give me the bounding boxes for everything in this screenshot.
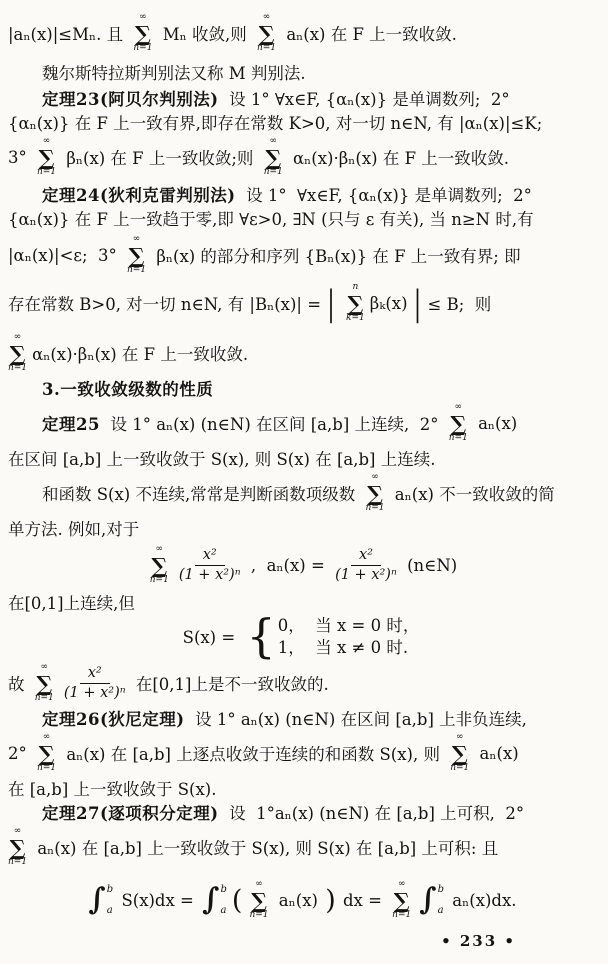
math-line-19 xyxy=(8,660,594,706)
sum-lower-limit: n=1 xyxy=(249,909,269,920)
text-run: βₙ(x) 的部分和序列 {Bₙ(x)} 在 F 上一致有界; 即 xyxy=(151,247,521,266)
sum-upper-limit: ∞ xyxy=(132,233,141,244)
theorem-27-heading: 定理27(逐项积分定理) xyxy=(42,804,219,823)
sum-symbol xyxy=(8,333,27,374)
sum-symbol xyxy=(365,473,384,514)
sum-symbol xyxy=(37,137,56,178)
math-line-5 xyxy=(8,134,594,180)
theorem-23-line xyxy=(8,86,594,110)
sum-upper-limit: ∞ xyxy=(454,401,463,412)
text-run: 和函数 S(x) 不连续,常常是判断函数项级数 xyxy=(42,485,361,504)
math-line-8 xyxy=(8,232,594,278)
text-line-15 xyxy=(8,516,594,540)
text-run: 故 xyxy=(8,675,30,694)
theorem-25-line xyxy=(8,400,594,446)
text-run: (n∈N) xyxy=(401,555,458,575)
text-line-17 xyxy=(8,590,594,614)
math-line-14 xyxy=(8,470,594,516)
integral-lower: a xyxy=(106,905,113,916)
sum-symbol xyxy=(449,403,468,444)
sigma-glyph: ∑ xyxy=(151,552,168,578)
sum-symbol xyxy=(264,137,283,178)
sum-symbol xyxy=(249,880,268,921)
math-line-13 xyxy=(8,446,594,470)
text-run: 存在常数 B>0, 对一切 n∈N, 有 |Bₙ(x)| = xyxy=(8,295,322,314)
sum-upper-limit: ∞ xyxy=(40,661,49,672)
sigma-glyph: ∑ xyxy=(128,242,145,268)
fraction xyxy=(64,665,126,701)
integral-glyph: ∫ xyxy=(202,882,220,917)
text-run: βₙ(x) 在 F 上一致收敛;则 xyxy=(61,149,259,168)
sum-lower-limit: n=1 xyxy=(149,574,169,585)
integral-symbol xyxy=(88,884,113,916)
integral-symbol xyxy=(419,884,444,916)
page-number: • 233 • xyxy=(441,932,516,950)
text-run: {αₙ(x)} 在 F 上一致趋于零,即 ∀ε>0, ∃N (只与 ε 有关), 当 n≥N 时,有 xyxy=(8,210,534,229)
sum-lower-limit: n=1 xyxy=(37,762,57,773)
sum-upper-limit: ∞ xyxy=(139,11,147,22)
text-run: aₙ(x) 在 [a,b] 上一致收敛于 S(x), 则 S(x) 在 [a,b] 上可积: 且 xyxy=(32,839,499,858)
sum-lower-limit: n=1 xyxy=(37,166,57,177)
sum-lower-limit: k=1 xyxy=(346,312,365,323)
sigma-glyph: ∑ xyxy=(258,20,275,46)
math-line-24 xyxy=(8,824,594,870)
fraction xyxy=(335,547,397,583)
theorem-25-heading: 定理25 xyxy=(42,415,100,434)
sum-lower-limit: n=1 xyxy=(448,432,468,443)
fraction-denominator: (1 + x²)ⁿ xyxy=(63,684,126,701)
text-run: 在区间 [a,b] 上一致收敛于 S(x), 则 S(x) 在 [a,b] 上连续. xyxy=(8,450,436,469)
text-run: 设 1° aₙ(x) (n∈N) 在区间 [a,b] 上连续, 2° xyxy=(99,415,444,434)
big-paren-right: ) xyxy=(325,884,336,916)
display-formula-series xyxy=(8,540,594,590)
sum-upper-limit: ∞ xyxy=(155,543,164,554)
sum-upper-limit: ∞ xyxy=(262,11,271,22)
sum-lower-limit: n=1 xyxy=(256,42,277,53)
sum-upper-limit: ∞ xyxy=(455,731,464,742)
integral-limits xyxy=(221,884,227,916)
text-run: 设 1° aₙ(x) (n∈N) 在区间 [a,b] 上非负连续, xyxy=(184,710,527,729)
text-run: aₙ(x) 在 [a,b] 上逐点收敛于连续的和函数 S(x), 则 xyxy=(61,745,446,764)
text-run: 2° xyxy=(8,743,32,763)
sum-symbol xyxy=(150,545,169,586)
sum-upper-limit: ∞ xyxy=(13,825,22,836)
text-run: aₙ(x) xyxy=(472,413,518,433)
theorem-23-heading: 定理23(阿贝尔判别法) xyxy=(42,90,219,109)
sum-upper-limit: ∞ xyxy=(42,135,51,146)
sum-upper-limit: ∞ xyxy=(269,135,277,146)
sigma-glyph: ∑ xyxy=(367,480,383,506)
theorem-26-heading: 定理26(狄尼定理) xyxy=(42,710,185,729)
text-run: aₙ(x) 不一致收敛的简 xyxy=(389,485,555,504)
math-line-1 xyxy=(8,10,594,56)
integral-upper: b xyxy=(437,884,445,895)
sum-symbol xyxy=(127,235,146,276)
sum-lower-limit: n=1 xyxy=(127,264,147,275)
text-run: αₙ(x)·βₙ(x) 在 F 上一致收敛. xyxy=(287,149,510,168)
math-line-21 xyxy=(8,730,594,776)
integral-upper: b xyxy=(106,884,114,895)
sigma-glyph: ∑ xyxy=(450,410,467,436)
theorem-27-line xyxy=(8,800,594,824)
text-run: dx = xyxy=(337,890,388,910)
sum-lower-limit: n=1 xyxy=(365,502,385,513)
text-line-22 xyxy=(8,776,594,800)
sum-lower-limit: n=1 xyxy=(133,42,153,53)
sum-lower-limit: n=1 xyxy=(263,166,283,177)
text-run: 3° xyxy=(8,147,32,167)
text-run: S(x) = xyxy=(182,627,241,647)
math-line-4 xyxy=(8,110,594,134)
integral-symbol xyxy=(202,884,227,916)
text-run: 设 1°aₙ(x) (n∈N) 在 [a,b] 上可积, 2° xyxy=(218,804,525,823)
sum-symbol xyxy=(346,283,365,324)
sum-upper-limit: ∞ xyxy=(371,471,379,482)
text-run: aₙ(x) 在 F 上一致收敛. xyxy=(281,25,457,44)
text-run: βₖ(x) xyxy=(369,293,408,313)
sum-upper-limit: ∞ xyxy=(397,878,406,889)
fraction-denominator: (1 + x²)ⁿ xyxy=(335,566,397,583)
text-run: 在[0,1]上是不一致收敛的. xyxy=(130,675,329,694)
sum-symbol xyxy=(37,733,56,774)
text-run: , aₙ(x) = xyxy=(245,555,331,575)
text-run: aₙ(x)dx. xyxy=(447,890,517,910)
fraction-numerator: x² xyxy=(351,547,381,566)
text-run: |αₙ(x)|<ε; 3° xyxy=(8,245,122,265)
sum-upper-limit: n xyxy=(352,281,359,292)
big-bar-left: | xyxy=(328,283,335,323)
sum-symbol xyxy=(450,733,469,774)
sum-upper-limit: ∞ xyxy=(42,731,51,742)
sigma-glyph: ∑ xyxy=(135,20,151,46)
theorem-24-heading: 定理24(狄利克雷判别法) xyxy=(42,186,236,205)
integral-glyph: ∫ xyxy=(88,882,106,917)
integral-lower: a xyxy=(220,905,227,916)
sum-lower-limit: n=1 xyxy=(34,692,54,703)
text-run: ≤ B; 则 xyxy=(427,295,492,314)
big-paren-left: ( xyxy=(231,884,243,916)
fraction-numerator: x² xyxy=(80,665,110,684)
text-run: S(x)dx = xyxy=(116,890,200,910)
sum-symbol xyxy=(133,13,152,54)
text-run: aₙ(x) xyxy=(273,890,324,910)
text-run: |aₙ(x)|≤Mₙ. 且 xyxy=(8,25,129,44)
sigma-glyph: ∑ xyxy=(251,887,267,913)
math-line-10 xyxy=(8,330,594,376)
text-run: αₙ(x)·βₙ(x) 在 F 上一致收敛. xyxy=(32,345,249,364)
text-run: 单方法. 例如,对于 xyxy=(8,520,140,539)
math-line-7 xyxy=(8,206,594,230)
sum-upper-limit: ∞ xyxy=(13,331,22,342)
text-run: {αₙ(x)} 在 F 上一致有界,即存在常数 K>0, 对一切 n∈N, 有 |αₙ(x)|≤K; xyxy=(8,114,543,133)
fraction-numerator: x² xyxy=(195,547,225,566)
display-formula-integral xyxy=(8,874,594,926)
section-heading-text: 3.一致收敛级数的性质 xyxy=(42,380,214,399)
sum-symbol xyxy=(392,880,411,921)
theorem-24-line xyxy=(8,182,594,206)
text-line-2 xyxy=(8,60,594,84)
integral-limits xyxy=(107,884,113,916)
sigma-glyph: ∑ xyxy=(38,144,55,170)
math-line-9 xyxy=(8,278,594,328)
case-row: 1， 当 x ≠ 0 时. xyxy=(277,638,409,657)
sum-upper-limit: ∞ xyxy=(255,878,263,889)
sum-lower-limit: n=1 xyxy=(450,762,470,773)
text-run: 在[0,1]上连续,但 xyxy=(8,594,135,613)
sigma-glyph: ∑ xyxy=(9,340,26,366)
fraction-denominator: (1 + x²)ⁿ xyxy=(178,566,241,583)
text-run: 设 1° ∀x∈F, {αₙ(x)} 是单调数列; 2° xyxy=(235,186,532,205)
integral-limits xyxy=(438,884,444,916)
integral-glyph: ∫ xyxy=(419,882,437,917)
piecewise-definition xyxy=(8,609,594,664)
sigma-glyph: ∑ xyxy=(265,144,282,170)
big-bar-right: | xyxy=(414,283,421,323)
text-run: Mₙ 收敛,则 xyxy=(157,25,252,44)
sigma-glyph: ∑ xyxy=(36,670,53,696)
sum-lower-limit: n=1 xyxy=(392,909,412,920)
case-row: 0， 当 x = 0 时， xyxy=(277,615,420,635)
sum-lower-limit: n=1 xyxy=(8,362,28,373)
section-heading xyxy=(8,376,594,400)
sigma-glyph: ∑ xyxy=(393,887,410,913)
fraction xyxy=(179,547,241,583)
integral-lower: a xyxy=(437,905,444,916)
integral-upper: b xyxy=(220,884,227,895)
text-run: 设 1° ∀x∈F, {αₙ(x)} 是单调数列; 2° xyxy=(218,90,510,109)
sigma-glyph: ∑ xyxy=(451,740,468,766)
left-brace: { xyxy=(246,609,276,664)
sigma-glyph: ∑ xyxy=(9,834,26,860)
sum-symbol xyxy=(35,663,54,704)
sigma-glyph: ∑ xyxy=(38,740,55,766)
cases-stack xyxy=(278,615,420,660)
theorem-26-line xyxy=(8,706,594,730)
sum-lower-limit: n=1 xyxy=(8,856,28,867)
sum-symbol xyxy=(257,13,276,54)
sum-symbol xyxy=(8,827,27,868)
sigma-glyph: ∑ xyxy=(347,290,364,316)
text-run: aₙ(x) xyxy=(474,743,519,763)
text-run: 魏尔斯特拉斯判别法又称 M 判别法. xyxy=(42,64,306,83)
text-run: 在 [a,b] 上一致收敛于 S(x). xyxy=(8,780,217,799)
